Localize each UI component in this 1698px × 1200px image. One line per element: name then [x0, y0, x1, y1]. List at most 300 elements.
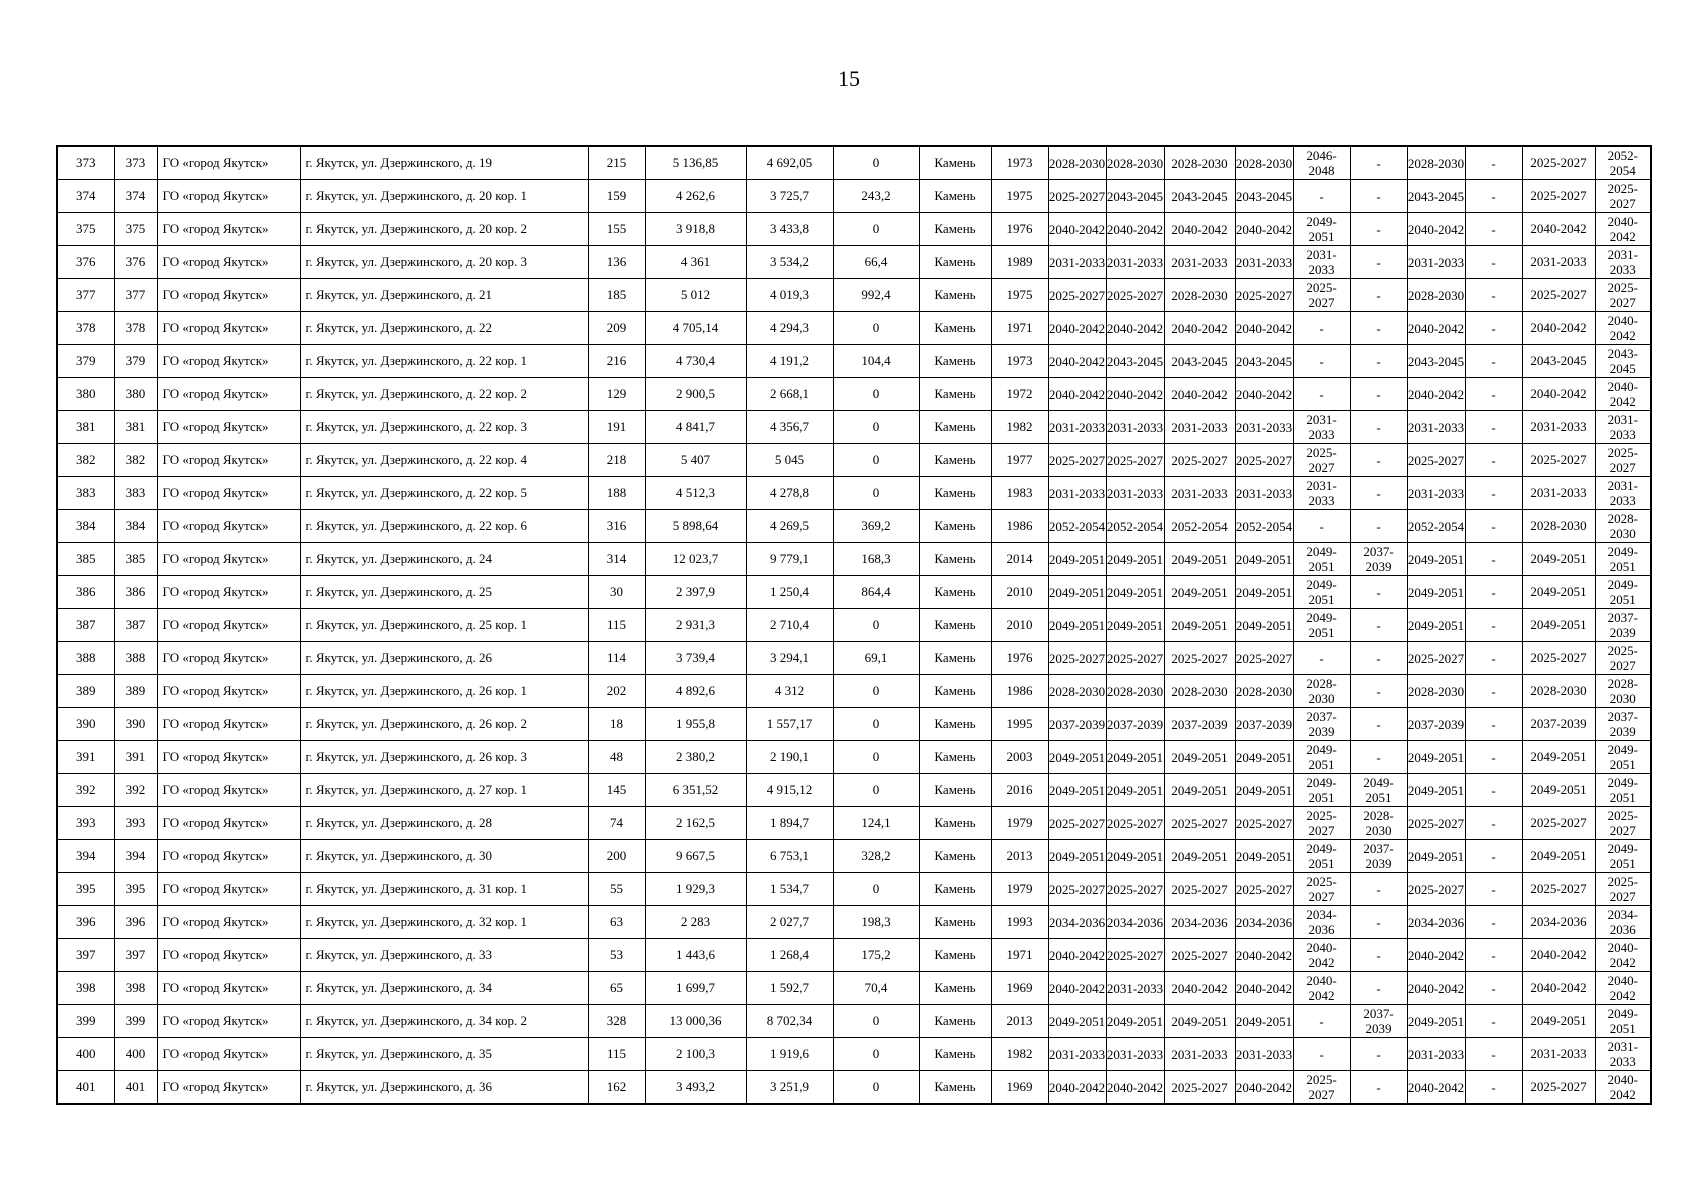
- cell-year-built: 1969: [991, 972, 1048, 1005]
- cell-nonresidential-area: 0: [833, 1005, 919, 1038]
- cell-municipality: ГО «город Якутск»: [157, 708, 300, 741]
- cell-residents: 18: [588, 708, 645, 741]
- table-row: [57, 378, 1651, 411]
- cell-period-col-1: 2040-2042: [1048, 213, 1106, 246]
- table-row: [57, 774, 1651, 807]
- cell-period-col-8: -: [1465, 840, 1522, 873]
- cell-period-col-8: -: [1465, 1005, 1522, 1038]
- cell-period-col-4: 2043-2045: [1235, 345, 1293, 378]
- cell-municipality: ГО «город Якутск»: [157, 378, 300, 411]
- cell-row-number: 393: [57, 807, 114, 840]
- cell-year-built: 2014: [991, 543, 1048, 576]
- cell-period-col-10: 2031-2033: [1595, 1038, 1651, 1071]
- cell-period-col-7: 2025-2027: [1407, 642, 1465, 675]
- cell-total-area: 3 493,2: [645, 1071, 746, 1105]
- cell-period-col-6: -: [1350, 1038, 1407, 1071]
- cell-nonresidential-area: 66,4: [833, 246, 919, 279]
- cell-period-col-5: 2049-2051: [1293, 741, 1350, 774]
- table-row: [57, 906, 1651, 939]
- cell-living-area: 1 250,4: [746, 576, 833, 609]
- cell-nonresidential-area: 243,2: [833, 180, 919, 213]
- cell-period-col-4: 2049-2051: [1235, 576, 1293, 609]
- table-row: [57, 1005, 1651, 1038]
- cell-wall-material: Камень: [919, 873, 991, 906]
- cell-period-col-10: 2043-2045: [1595, 345, 1651, 378]
- cell-period-col-7: 2043-2045: [1407, 345, 1465, 378]
- cell-period-col-9: 2025-2027: [1522, 279, 1595, 312]
- cell-period-col-6: -: [1350, 345, 1407, 378]
- cell-period-col-1: 2049-2051: [1048, 840, 1106, 873]
- cell-wall-material: Камень: [919, 1005, 991, 1038]
- cell-period-col-9: 2040-2042: [1522, 213, 1595, 246]
- cell-period-col-9: 2025-2027: [1522, 180, 1595, 213]
- cell-period-col-10: 2031-2033: [1595, 411, 1651, 444]
- cell-nonresidential-area: 0: [833, 477, 919, 510]
- cell-total-area: 4 705,14: [645, 312, 746, 345]
- cell-period-col-7: 2049-2051: [1407, 840, 1465, 873]
- cell-address: г. Якутск, ул. Дзержинского, д. 22 кор. 2: [300, 378, 588, 411]
- cell-period-col-10: 2034-2036: [1595, 906, 1651, 939]
- cell-period-col-8: -: [1465, 279, 1522, 312]
- cell-period-col-10: 2031-2033: [1595, 477, 1651, 510]
- cell-address: г. Якутск, ул. Дзержинского, д. 33: [300, 939, 588, 972]
- cell-period-col-5: 2049-2051: [1293, 840, 1350, 873]
- cell-period-col-5: -: [1293, 378, 1350, 411]
- cell-nonresidential-area: 0: [833, 873, 919, 906]
- cell-address: г. Якутск, ул. Дзержинского, д. 25: [300, 576, 588, 609]
- cell-municipality: ГО «город Якутск»: [157, 510, 300, 543]
- cell-municipality: ГО «город Якутск»: [157, 345, 300, 378]
- cell-period-col-6: -: [1350, 576, 1407, 609]
- cell-period-col-8: -: [1465, 774, 1522, 807]
- cell-object-number: 394: [114, 840, 157, 873]
- cell-period-col-6: -: [1350, 378, 1407, 411]
- cell-period-col-4: 2040-2042: [1235, 1071, 1293, 1105]
- cell-living-area: 3 251,9: [746, 1071, 833, 1105]
- cell-period-col-10: 2040-2042: [1595, 1071, 1651, 1105]
- cell-period-col-6: -: [1350, 906, 1407, 939]
- cell-period-col-3: 2049-2051: [1164, 543, 1235, 576]
- cell-period-col-9: 2049-2051: [1522, 840, 1595, 873]
- cell-living-area: 2 668,1: [746, 378, 833, 411]
- cell-period-col-9: 2028-2030: [1522, 675, 1595, 708]
- cell-total-area: 4 262,6: [645, 180, 746, 213]
- table-row: [57, 444, 1651, 477]
- cell-period-col-9: 2040-2042: [1522, 378, 1595, 411]
- cell-wall-material: Камень: [919, 345, 991, 378]
- cell-total-area: 2 100,3: [645, 1038, 746, 1071]
- cell-period-col-3: 2049-2051: [1164, 840, 1235, 873]
- cell-period-col-4: 2040-2042: [1235, 939, 1293, 972]
- cell-year-built: 1975: [991, 180, 1048, 213]
- cell-living-area: 8 702,34: [746, 1005, 833, 1038]
- cell-object-number: 381: [114, 411, 157, 444]
- page-number: 15: [838, 66, 860, 91]
- cell-period-col-10: 2049-2051: [1595, 1005, 1651, 1038]
- cell-residents: 188: [588, 477, 645, 510]
- cell-period-col-2: 2043-2045: [1106, 345, 1164, 378]
- cell-year-built: 2013: [991, 1005, 1048, 1038]
- cell-living-area: 3 534,2: [746, 246, 833, 279]
- cell-period-col-6: -: [1350, 1071, 1407, 1105]
- cell-period-col-1: 2037-2039: [1048, 708, 1106, 741]
- cell-wall-material: Камень: [919, 246, 991, 279]
- cell-municipality: ГО «город Якутск»: [157, 939, 300, 972]
- cell-period-col-1: 2040-2042: [1048, 312, 1106, 345]
- cell-period-col-1: 2025-2027: [1048, 873, 1106, 906]
- cell-object-number: 380: [114, 378, 157, 411]
- cell-period-col-8: -: [1465, 543, 1522, 576]
- cell-object-number: 395: [114, 873, 157, 906]
- cell-object-number: 383: [114, 477, 157, 510]
- cell-wall-material: Камень: [919, 510, 991, 543]
- cell-period-col-1: 2025-2027: [1048, 444, 1106, 477]
- cell-municipality: ГО «город Якутск»: [157, 1038, 300, 1071]
- cell-address: г. Якутск, ул. Дзержинского, д. 20 кор. 2: [300, 213, 588, 246]
- cell-period-col-10: 2037-2039: [1595, 609, 1651, 642]
- cell-period-col-2: 2028-2030: [1106, 675, 1164, 708]
- cell-period-col-3: 2031-2033: [1164, 1038, 1235, 1071]
- cell-total-area: 2 931,3: [645, 609, 746, 642]
- cell-total-area: 1 443,6: [645, 939, 746, 972]
- cell-period-col-4: 2025-2027: [1235, 642, 1293, 675]
- cell-period-col-4: 2031-2033: [1235, 1038, 1293, 1071]
- cell-nonresidential-area: 104,4: [833, 345, 919, 378]
- cell-period-col-6: -: [1350, 510, 1407, 543]
- cell-nonresidential-area: 0: [833, 774, 919, 807]
- cell-period-col-7: 2040-2042: [1407, 972, 1465, 1005]
- cell-period-col-5: 2031-2033: [1293, 477, 1350, 510]
- cell-period-col-10: 2028-2030: [1595, 675, 1651, 708]
- cell-period-col-10: 2025-2027: [1595, 279, 1651, 312]
- cell-period-col-4: 2037-2039: [1235, 708, 1293, 741]
- cell-period-col-9: 2040-2042: [1522, 939, 1595, 972]
- cell-period-col-4: 2031-2033: [1235, 411, 1293, 444]
- cell-period-col-7: 2025-2027: [1407, 444, 1465, 477]
- cell-period-col-6: -: [1350, 741, 1407, 774]
- cell-period-col-2: 2049-2051: [1106, 741, 1164, 774]
- cell-period-col-4: 2025-2027: [1235, 807, 1293, 840]
- cell-period-col-8: -: [1465, 477, 1522, 510]
- cell-living-area: 2 710,4: [746, 609, 833, 642]
- cell-period-col-5: 2025-2027: [1293, 873, 1350, 906]
- cell-living-area: 4 312: [746, 675, 833, 708]
- cell-period-col-2: 2049-2051: [1106, 840, 1164, 873]
- cell-period-col-9: 2025-2027: [1522, 873, 1595, 906]
- cell-address: г. Якутск, ул. Дзержинского, д. 26 кор. 3: [300, 741, 588, 774]
- cell-total-area: 6 351,52: [645, 774, 746, 807]
- table-row: [57, 510, 1651, 543]
- cell-period-col-8: -: [1465, 939, 1522, 972]
- cell-period-col-7: 2025-2027: [1407, 807, 1465, 840]
- cell-period-col-9: 2043-2045: [1522, 345, 1595, 378]
- cell-period-col-4: 2031-2033: [1235, 246, 1293, 279]
- cell-address: г. Якутск, ул. Дзержинского, д. 27 кор. 1: [300, 774, 588, 807]
- cell-year-built: 2013: [991, 840, 1048, 873]
- cell-object-number: 391: [114, 741, 157, 774]
- cell-total-area: 3 918,8: [645, 213, 746, 246]
- cell-total-area: 4 512,3: [645, 477, 746, 510]
- cell-period-col-8: -: [1465, 972, 1522, 1005]
- cell-wall-material: Камень: [919, 411, 991, 444]
- cell-period-col-1: 2049-2051: [1048, 609, 1106, 642]
- cell-period-col-3: 2025-2027: [1164, 873, 1235, 906]
- cell-residents: 129: [588, 378, 645, 411]
- cell-period-col-2: 2025-2027: [1106, 642, 1164, 675]
- cell-living-area: 3 294,1: [746, 642, 833, 675]
- table-row: [57, 741, 1651, 774]
- cell-object-number: 377: [114, 279, 157, 312]
- cell-period-col-8: -: [1465, 312, 1522, 345]
- cell-period-col-1: 2025-2027: [1048, 642, 1106, 675]
- cell-period-col-6: 2037-2039: [1350, 840, 1407, 873]
- cell-period-col-1: 2049-2051: [1048, 774, 1106, 807]
- cell-period-col-6: -: [1350, 972, 1407, 1005]
- cell-period-col-9: 2031-2033: [1522, 411, 1595, 444]
- cell-living-area: 4 191,2: [746, 345, 833, 378]
- table-row: [57, 246, 1651, 279]
- cell-residents: 65: [588, 972, 645, 1005]
- cell-period-col-8: -: [1465, 146, 1522, 180]
- cell-period-col-2: 2031-2033: [1106, 972, 1164, 1005]
- cell-period-col-6: -: [1350, 708, 1407, 741]
- cell-living-area: 1 268,4: [746, 939, 833, 972]
- cell-living-area: 4 915,12: [746, 774, 833, 807]
- cell-wall-material: Камень: [919, 741, 991, 774]
- cell-period-col-2: 2040-2042: [1106, 312, 1164, 345]
- cell-municipality: ГО «город Якутск»: [157, 906, 300, 939]
- registry-table: [56, 145, 1652, 1105]
- cell-address: г. Якутск, ул. Дзержинского, д. 34: [300, 972, 588, 1005]
- cell-period-col-9: 2037-2039: [1522, 708, 1595, 741]
- cell-row-number: 377: [57, 279, 114, 312]
- cell-residents: 55: [588, 873, 645, 906]
- table-row: [57, 477, 1651, 510]
- cell-living-area: 1 534,7: [746, 873, 833, 906]
- table-row: [57, 146, 1651, 180]
- cell-municipality: ГО «город Якутск»: [157, 807, 300, 840]
- cell-residents: 191: [588, 411, 645, 444]
- cell-period-col-8: -: [1465, 1038, 1522, 1071]
- cell-period-col-9: 2025-2027: [1522, 444, 1595, 477]
- cell-period-col-7: 2031-2033: [1407, 477, 1465, 510]
- cell-period-col-3: 2031-2033: [1164, 246, 1235, 279]
- cell-period-col-8: -: [1465, 609, 1522, 642]
- cell-period-col-8: -: [1465, 510, 1522, 543]
- cell-period-col-5: 2040-2042: [1293, 939, 1350, 972]
- cell-total-area: 3 739,4: [645, 642, 746, 675]
- cell-residents: 155: [588, 213, 645, 246]
- cell-row-number: 397: [57, 939, 114, 972]
- cell-total-area: 4 841,7: [645, 411, 746, 444]
- cell-year-built: 1982: [991, 1038, 1048, 1071]
- cell-living-area: 3 725,7: [746, 180, 833, 213]
- cell-residents: 185: [588, 279, 645, 312]
- cell-period-col-1: 2040-2042: [1048, 939, 1106, 972]
- cell-object-number: 376: [114, 246, 157, 279]
- cell-wall-material: Камень: [919, 840, 991, 873]
- cell-year-built: 2003: [991, 741, 1048, 774]
- cell-period-col-7: 2049-2051: [1407, 609, 1465, 642]
- cell-object-number: 389: [114, 675, 157, 708]
- cell-period-col-4: 2049-2051: [1235, 609, 1293, 642]
- cell-period-col-9: 2049-2051: [1522, 543, 1595, 576]
- table-row: [57, 1071, 1651, 1105]
- cell-period-col-5: 2034-2036: [1293, 906, 1350, 939]
- cell-period-col-5: 2049-2051: [1293, 774, 1350, 807]
- cell-year-built: 1971: [991, 939, 1048, 972]
- cell-address: г. Якутск, ул. Дзержинского, д. 21: [300, 279, 588, 312]
- cell-wall-material: Камень: [919, 543, 991, 576]
- cell-total-area: 13 000,36: [645, 1005, 746, 1038]
- cell-period-col-4: 2040-2042: [1235, 972, 1293, 1005]
- cell-period-col-5: 2037-2039: [1293, 708, 1350, 741]
- cell-period-col-8: -: [1465, 378, 1522, 411]
- cell-wall-material: Камень: [919, 708, 991, 741]
- cell-year-built: 1977: [991, 444, 1048, 477]
- cell-wall-material: Камень: [919, 939, 991, 972]
- cell-row-number: 391: [57, 741, 114, 774]
- cell-period-col-4: 2052-2054: [1235, 510, 1293, 543]
- cell-period-col-7: 2028-2030: [1407, 279, 1465, 312]
- cell-living-area: 4 356,7: [746, 411, 833, 444]
- table-row: [57, 213, 1651, 246]
- cell-period-col-6: -: [1350, 146, 1407, 180]
- cell-period-col-8: -: [1465, 576, 1522, 609]
- cell-object-number: 400: [114, 1038, 157, 1071]
- cell-period-col-1: 2049-2051: [1048, 576, 1106, 609]
- cell-nonresidential-area: 69,1: [833, 642, 919, 675]
- cell-object-number: 401: [114, 1071, 157, 1105]
- cell-period-col-1: 2040-2042: [1048, 1071, 1106, 1105]
- cell-object-number: 396: [114, 906, 157, 939]
- cell-period-col-3: 2052-2054: [1164, 510, 1235, 543]
- cell-period-col-6: -: [1350, 279, 1407, 312]
- cell-address: г. Якутск, ул. Дзержинского, д. 31 кор. 1: [300, 873, 588, 906]
- cell-period-col-6: 2037-2039: [1350, 543, 1407, 576]
- cell-object-number: 374: [114, 180, 157, 213]
- cell-period-col-2: 2040-2042: [1106, 213, 1164, 246]
- cell-period-col-5: 2025-2027: [1293, 279, 1350, 312]
- cell-object-number: 382: [114, 444, 157, 477]
- cell-nonresidential-area: 175,2: [833, 939, 919, 972]
- cell-period-col-7: 2031-2033: [1407, 246, 1465, 279]
- cell-wall-material: Камень: [919, 279, 991, 312]
- cell-address: г. Якутск, ул. Дзержинского, д. 22 кор. 6: [300, 510, 588, 543]
- cell-residents: 136: [588, 246, 645, 279]
- cell-period-col-3: 2025-2027: [1164, 444, 1235, 477]
- cell-residents: 218: [588, 444, 645, 477]
- cell-period-col-3: 2049-2051: [1164, 1005, 1235, 1038]
- cell-period-col-3: 2043-2045: [1164, 345, 1235, 378]
- cell-municipality: ГО «город Якутск»: [157, 774, 300, 807]
- cell-nonresidential-area: 0: [833, 675, 919, 708]
- cell-row-number: 384: [57, 510, 114, 543]
- cell-row-number: 395: [57, 873, 114, 906]
- cell-nonresidential-area: 0: [833, 1038, 919, 1071]
- cell-object-number: 386: [114, 576, 157, 609]
- cell-period-col-3: 2040-2042: [1164, 312, 1235, 345]
- cell-wall-material: Камень: [919, 774, 991, 807]
- cell-municipality: ГО «город Якутск»: [157, 972, 300, 1005]
- cell-total-area: 5 898,64: [645, 510, 746, 543]
- cell-period-col-4: 2028-2030: [1235, 146, 1293, 180]
- cell-row-number: 375: [57, 213, 114, 246]
- cell-total-area: 4 730,4: [645, 345, 746, 378]
- cell-period-col-2: 2034-2036: [1106, 906, 1164, 939]
- cell-period-col-8: -: [1465, 675, 1522, 708]
- cell-period-col-1: 2031-2033: [1048, 411, 1106, 444]
- cell-nonresidential-area: 0: [833, 708, 919, 741]
- cell-period-col-2: 2037-2039: [1106, 708, 1164, 741]
- cell-period-col-3: 2031-2033: [1164, 411, 1235, 444]
- cell-period-col-8: -: [1465, 642, 1522, 675]
- cell-period-col-10: 2040-2042: [1595, 213, 1651, 246]
- cell-period-col-7: 2049-2051: [1407, 543, 1465, 576]
- cell-period-col-3: 2034-2036: [1164, 906, 1235, 939]
- cell-row-number: 381: [57, 411, 114, 444]
- cell-residents: 200: [588, 840, 645, 873]
- cell-period-col-2: 2031-2033: [1106, 411, 1164, 444]
- cell-period-col-2: 2025-2027: [1106, 279, 1164, 312]
- cell-period-col-4: 2034-2036: [1235, 906, 1293, 939]
- table-row: [57, 543, 1651, 576]
- cell-period-col-9: 2028-2030: [1522, 510, 1595, 543]
- cell-year-built: 1982: [991, 411, 1048, 444]
- cell-total-area: 5 136,85: [645, 146, 746, 180]
- cell-period-col-8: -: [1465, 345, 1522, 378]
- cell-period-col-6: -: [1350, 642, 1407, 675]
- cell-period-col-9: 2025-2027: [1522, 642, 1595, 675]
- cell-period-col-3: 2049-2051: [1164, 609, 1235, 642]
- table-row: [57, 1038, 1651, 1071]
- cell-period-col-6: -: [1350, 477, 1407, 510]
- table-row: [57, 807, 1651, 840]
- cell-nonresidential-area: 992,4: [833, 279, 919, 312]
- cell-wall-material: Камень: [919, 378, 991, 411]
- cell-object-number: 392: [114, 774, 157, 807]
- cell-residents: 314: [588, 543, 645, 576]
- cell-period-col-10: 2025-2027: [1595, 444, 1651, 477]
- table-row: [57, 576, 1651, 609]
- cell-period-col-4: 2028-2030: [1235, 675, 1293, 708]
- cell-period-col-7: 2028-2030: [1407, 146, 1465, 180]
- cell-period-col-9: 2034-2036: [1522, 906, 1595, 939]
- cell-living-area: 9 779,1: [746, 543, 833, 576]
- cell-period-col-7: 2031-2033: [1407, 1038, 1465, 1071]
- cell-period-col-5: -: [1293, 180, 1350, 213]
- cell-nonresidential-area: 0: [833, 609, 919, 642]
- cell-period-col-6: -: [1350, 675, 1407, 708]
- cell-period-col-2: 2025-2027: [1106, 939, 1164, 972]
- cell-period-col-10: 2049-2051: [1595, 741, 1651, 774]
- cell-total-area: 2 380,2: [645, 741, 746, 774]
- cell-period-col-9: 2040-2042: [1522, 312, 1595, 345]
- cell-residents: 30: [588, 576, 645, 609]
- cell-period-col-3: 2037-2039: [1164, 708, 1235, 741]
- cell-period-col-7: 2034-2036: [1407, 906, 1465, 939]
- cell-period-col-8: -: [1465, 246, 1522, 279]
- cell-municipality: ГО «город Якутск»: [157, 873, 300, 906]
- cell-row-number: 385: [57, 543, 114, 576]
- cell-period-col-10: 2037-2039: [1595, 708, 1651, 741]
- cell-period-col-4: 2049-2051: [1235, 774, 1293, 807]
- cell-period-col-10: 2049-2051: [1595, 774, 1651, 807]
- cell-wall-material: Камень: [919, 1038, 991, 1071]
- cell-municipality: ГО «город Якутск»: [157, 180, 300, 213]
- cell-period-col-7: 2049-2051: [1407, 741, 1465, 774]
- cell-period-col-10: 2025-2027: [1595, 180, 1651, 213]
